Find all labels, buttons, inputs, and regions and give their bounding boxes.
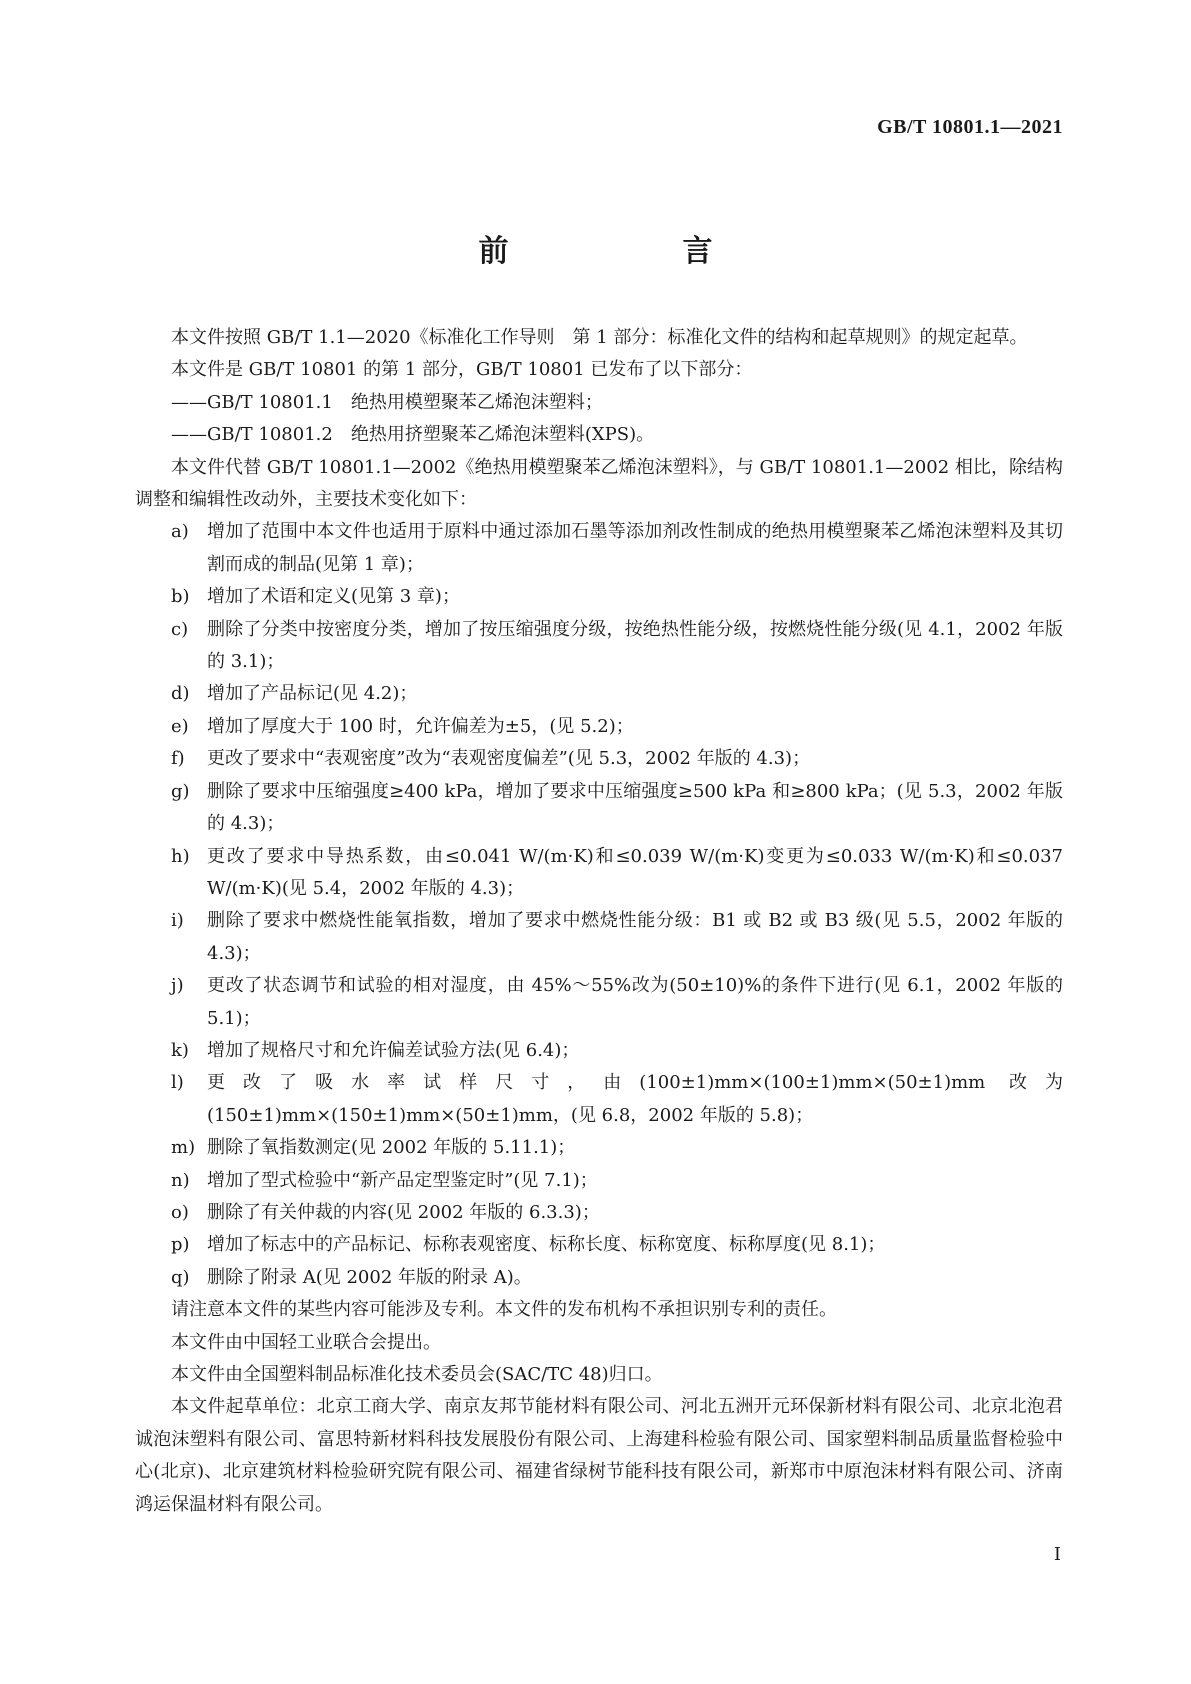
- intro-paragraph-2: 本文件是 GB/T 10801 的第 1 部分，GB/T 10801 已发布了以下部分：: [171, 359, 753, 381]
- change-item-b: [135, 581, 1063, 613]
- change-item-n: [135, 1165, 1063, 1197]
- change-text: 更改了状态调节和试验的相对湿度，由 45%～55%改为(50±10)%的条件下进行(见 6.1，2002 年版的 5.1)；: [207, 975, 1063, 1029]
- change-mark: f): [171, 748, 185, 770]
- change-mark: o): [171, 1201, 189, 1223]
- change-item-l: [135, 1067, 1063, 1132]
- change-item-o: [135, 1197, 1063, 1229]
- change-text: 删除了有关仲裁的内容(见 2002 年版的 6.3.3)；: [207, 1201, 600, 1223]
- change-mark: n): [171, 1169, 190, 1191]
- document-body: [135, 322, 1063, 1521]
- change-mark: g): [171, 780, 190, 802]
- committee-paragraph: 本文件由全国塑料制品标准化技术委员会(SAC/TC 48)归口。: [171, 1364, 663, 1385]
- change-mark: m): [171, 1137, 196, 1159]
- change-text: 删除了分类中按密度分类，增加了按压缩强度分级，按绝热性能分级，按燃烧性能分级(见 4.1，2002 年版的 3.1)；: [207, 618, 1063, 673]
- replace-paragraph: 本文件代替 GB/T 10801.1—2002《绝热用模塑聚苯乙烯泡沫塑料》，与 GB/T 10801.1—2002 相比，除结构调整和编辑性改动外，主要技术变化如下：: [135, 456, 1063, 511]
- change-mark: j): [171, 975, 184, 997]
- change-text: 增加了范围中本文件也适用于原料中通过添加石墨等添加剂改性制成的绝热用模塑聚苯乙烯泡沫塑料及其切割而成的制品(见第 1 章)；: [207, 521, 1063, 575]
- change-item-f: [135, 743, 1063, 775]
- change-text: 增加了产品标记(见 4.2)；: [207, 683, 418, 705]
- change-text: 删除了附录 A(见 2002 年版的附录 A)。: [207, 1266, 532, 1288]
- change-item-c: [135, 614, 1063, 679]
- change-text: 更改了要求中导热系数，由≤0.041 W/(m·K)和≤0.039 W/(m·K)变更为≤0.033 W/(m·K)和≤0.037 W/(m·K)(见 5.4，2002 年版的 4.3)；: [207, 845, 1063, 899]
- change-mark: i): [171, 910, 184, 932]
- change-text: 更改了要求中“表观密度”改为“表观密度偏差”(见 5.3，2002 年版的 4.3)；: [207, 748, 811, 770]
- change-item-i: [135, 905, 1063, 970]
- change-text: 删除了要求中压缩强度≥400 kPa，增加了要求中压缩强度≥500 kPa 和≥800 kPa；(见 5.3，2002 年版的 4.3)；: [207, 780, 1063, 835]
- change-mark: l): [171, 1072, 184, 1094]
- page-number: I: [1053, 1544, 1061, 1565]
- change-mark: e): [171, 715, 189, 737]
- change-mark: b): [171, 586, 190, 608]
- standard-number: GB/T 10801.1—2021: [877, 116, 1063, 138]
- change-text: 更改了吸水率试样尺寸，由(100±1)mm×(100±1)mm×(50±1)mm 改为(150±1)mm×(150±1)mm×(50±1)mm，(见 6.8，2002 年版的 5.8)；: [207, 1072, 1063, 1126]
- change-mark: k): [171, 1039, 189, 1061]
- change-text: 增加了标志中的产品标记、标称表观密度、标称长度、标称宽度、标称厚度(见 8.1)；: [207, 1234, 886, 1256]
- change-text: 删除了氧指数测定(见 2002 年版的 5.11.1)；: [207, 1137, 576, 1159]
- change-text: 增加了规格尺寸和允许偏差试验方法(见 6.4)；: [207, 1039, 580, 1061]
- change-item-h: [135, 841, 1063, 906]
- change-item-e: [135, 711, 1063, 743]
- change-item-j: [135, 970, 1063, 1035]
- patent-notice: 请注意本文件的某些内容可能涉及专利。本文件的发布机构不承担识别专利的责任。: [171, 1299, 837, 1321]
- change-mark: d): [171, 683, 190, 705]
- change-text: 增加了厚度大于 100 时，允许偏差为±5，(见 5.2)；: [207, 715, 634, 737]
- change-text: 删除了要求中燃烧性能氧指数，增加了要求中燃烧性能分级：B1 或 B2 或 B3 级(见 5.5，2002 年版的 4.3)；: [207, 910, 1063, 964]
- change-item-p: [135, 1229, 1063, 1261]
- change-item-a: [135, 516, 1063, 581]
- change-item-g: [135, 776, 1063, 841]
- change-mark: a): [171, 521, 189, 543]
- intro-paragraph-1: 本文件按照 GB/T 1.1—2020《标准化工作导则 第 1 部分：标准化文件的结构和起草规则》的规定起草。: [171, 327, 1028, 348]
- change-mark: h): [171, 845, 190, 867]
- drafting-units-paragraph: 本文件起草单位：北京工商大学、南京友邦节能材料有限公司、河北五洲开元环保新材料有限公司、北京北泡君诚泡沫塑料有限公司、富思特新材料科技发展股份有限公司、上海建科检验有限公司、国家塑料制品质量监督检验中心(北京)、北京建筑材料检验研究院有限公司、福建省绿树节能科技有限公司，新郑市中原泡沫材料有限公司、济南鸿运保温材料有限公司。: [135, 1396, 1063, 1515]
- page-title: 前 言: [478, 234, 751, 269]
- change-mark: c): [171, 618, 189, 640]
- change-item-q: [135, 1262, 1063, 1294]
- change-item-k: [135, 1035, 1063, 1067]
- change-item-d: [135, 678, 1063, 710]
- change-item-m: [135, 1132, 1063, 1164]
- proposer-paragraph: 本文件由中国轻工业联合会提出。: [171, 1331, 441, 1353]
- change-mark: p): [171, 1234, 190, 1256]
- changes-list: [135, 516, 1063, 1294]
- change-text: 增加了术语和定义(见第 3 章)；: [207, 586, 460, 608]
- part-list-item-2: ——GB/T 10801.2 绝热用挤塑聚苯乙烯泡沫塑料(XPS)。: [171, 424, 655, 446]
- part-list-item-1: ——GB/T 10801.1 绝热用模塑聚苯乙烯泡沫塑料；: [171, 391, 603, 413]
- change-mark: q): [171, 1266, 190, 1288]
- change-text: 增加了型式检验中“新产品定型鉴定时”(见 7.1)；: [207, 1169, 598, 1191]
